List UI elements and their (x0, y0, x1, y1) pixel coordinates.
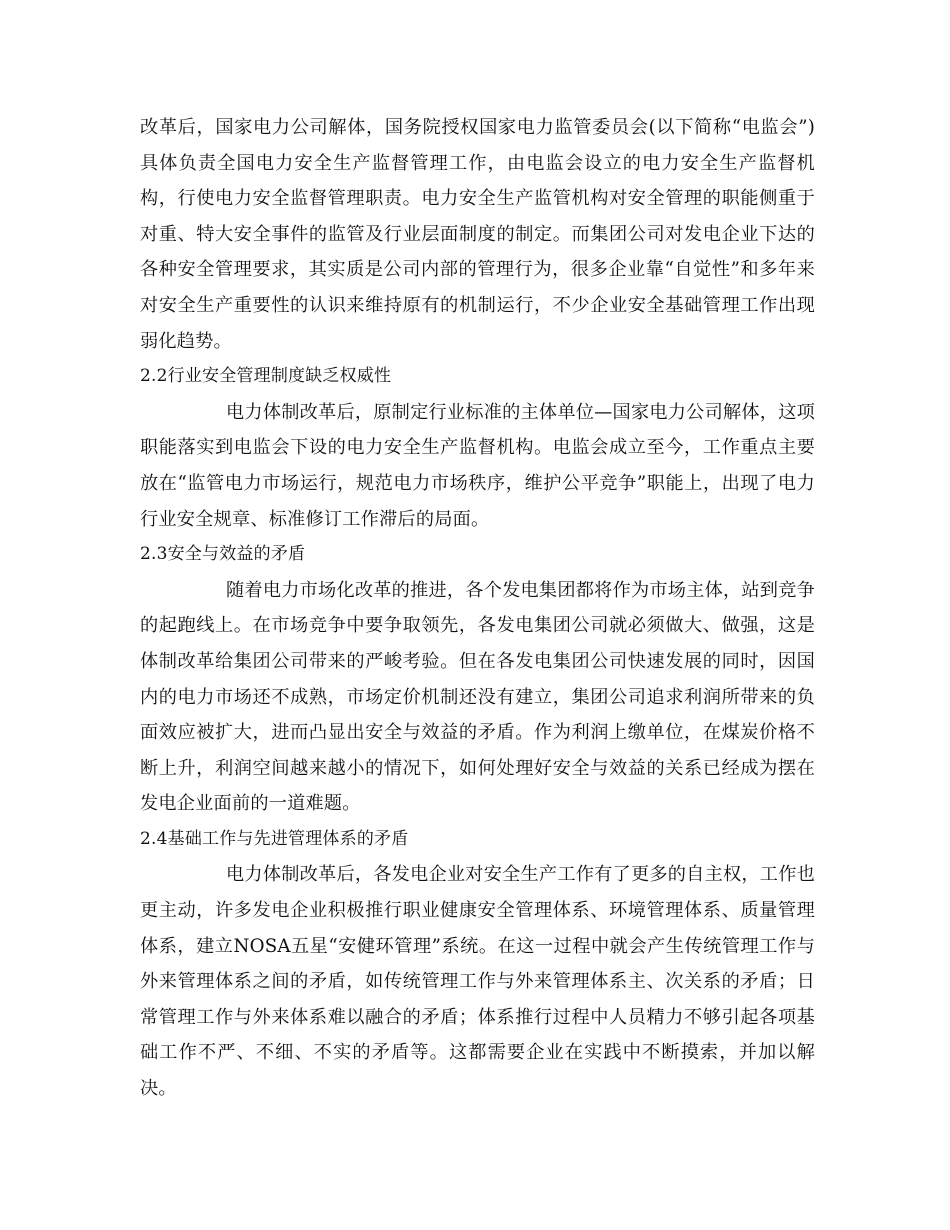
document-body (140, 110, 815, 1107)
section-paragraph-2-4: 电力体制改革后，各发电企业对安全生产工作有了更多的自主权，工作也更主动，许多发电企业积极推行职业健康安全管理体系、环境管理体系、质量管理体系，建立NOSA五星“安健环管理”系统。在这一过程中就会产生传统管理工作与外来管理体系之间的矛盾，如传统管理工作与外来管理体系主、次关系的矛盾；日常管理工作与外来体系难以融合的矛盾；体系推行过程中人员精力不够引起各项基础工作不严、不细、不实的矛盾等。这都需要企业在实践中不断摸索，并加以解决。 (140, 864, 815, 1100)
section-heading-2-2: 2.2行业安全管理制度缺乏权威性 (140, 366, 392, 387)
section-heading-2-3: 2.3安全与效益的矛盾 (140, 544, 306, 565)
section-paragraph-2-3: 随着电力市场化改革的推进，各个发电集团都将作为市场主体，站到竞争的起跑线上。在市场竞争中要争取领先，各发电集团公司就必须做大、做强，这是体制改革给集团公司带来的严峻考验。但在各发电集团公司快速发展的同时，因国内的电力市场还不成熟，市场定价机制还没有建立，集团公司追求利润所带来的负面效应被扩大，进而凸显出安全与效益的矛盾。作为利润上缴单位，在煤炭价格不断上升，利润空间越来越小的情况下，如何处理好安全与效益的关系已经成为摆在发电企业面前的一道难题。 (140, 579, 815, 815)
section-heading-2-4: 2.4基础工作与先进管理体系的矛盾 (140, 828, 409, 849)
section-paragraph-2-2: 电力体制改革后，原制定行业标准的主体单位—国家电力公司解体，这项职能落实到电监会下设的电力安全生产监督机构。电监会成立至今，工作重点主要放在“监管电力市场运行，规范电力市场秩序，维护公平竞争”职能上，出现了电力行业安全规章、标准修订工作滞后的局面。 (140, 401, 815, 530)
intro-paragraph: 改革后，国家电力公司解体，国务院授权国家电力监管委员会(以下简称“电监会”)具体负责全国电力安全生产监督管理工作，由电监会设立的电力安全生产监督机构，行使电力安全监督管理职责。电力安全生产监管机构对安全管理的职能侧重于对重、特大安全事件的监管及行业层面制度的制定。而集团公司对发电企业下达的各种安全管理要求，其实质是公司内部的管理行为，很多企业靠“自觉性”和多年来对安全生产重要性的认识来维持原有的机制运行，不少企业安全基础管理工作出现弱化趋势。 (140, 117, 815, 352)
